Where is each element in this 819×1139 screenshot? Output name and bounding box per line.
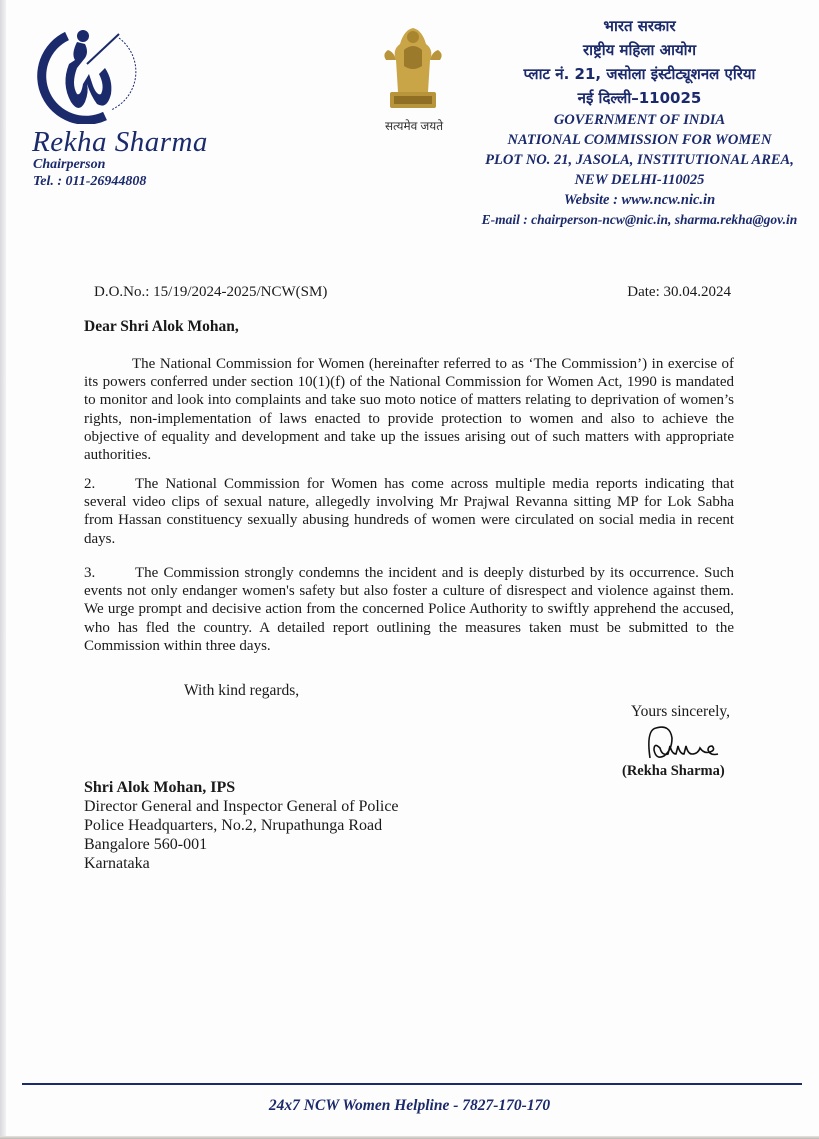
english-line-govt: GOVERNMENT OF INDIA	[553, 112, 726, 128]
paragraph-text: The National Commission for Women (hereinafter referred to as ‘The Commission’) in exercise of its powers conferred under section 10(1)(f) of the National Commission for Women Act, 1990 is mandated to monitor and look into complaints and take suo moto notice of matters relating to deprivation of women’s rights, non-implementation of laws enacted to provide protection to women and also to achieve the objective of equality and development and take up the issues arising out of such matters with appropriate authorities.	[84, 356, 734, 464]
chairperson-title: Chairperson	[33, 157, 106, 172]
english-line-plot: PLOT NO. 21, JASOLA, INSTITUTIONAL AREA,	[485, 152, 794, 168]
telephone: Tel. : 011-26944808	[33, 174, 147, 189]
signature-icon	[642, 720, 742, 764]
footer-divider	[22, 1083, 802, 1085]
english-line-city: NEW DELHI-110025	[574, 172, 705, 188]
website: Website : www.ncw.nic.in	[563, 192, 716, 208]
letterhead-address	[460, 14, 819, 230]
salutation: Dear Shri Alok Mohan,	[84, 318, 239, 335]
paragraph-1	[84, 355, 734, 464]
hindi-line-govt: भारत सरकार	[603, 17, 676, 35]
email: E-mail : chairperson-ncw@nic.in, sharma.rekha@gov.in	[481, 212, 798, 227]
hindi-line-city: नई दिल्ली–110025	[577, 89, 702, 107]
hindi-line-commission: राष्ट्रीय महिला आयोग	[582, 41, 697, 59]
recipient-street: Police Headquarters, No.2, Nrupathunga Road	[84, 817, 383, 834]
paragraph-number: 3.	[84, 565, 96, 581]
recipient-city: Bangalore 560-001	[84, 836, 208, 853]
letter-date: Date: 30.04.2024	[627, 284, 731, 300]
national-emblem-icon	[378, 20, 448, 115]
signer-name: (Rekha Sharma)	[622, 763, 725, 779]
paragraph-number: 2.	[84, 476, 96, 492]
valediction: Yours sincerely,	[631, 703, 731, 720]
helpline-footer: 24x7 NCW Women Helpline - 7827-170-170	[268, 1097, 551, 1114]
recipient-name: Shri Alok Mohan, IPS	[84, 779, 236, 796]
ncw-logo-icon	[27, 24, 137, 124]
chairperson-name: Rekha Sharma	[32, 126, 208, 158]
hindi-line-plot: प्लाट नं. 21, जसोला इंस्टीट्यूशनल एरिया	[523, 65, 756, 83]
paragraph-2	[84, 475, 734, 548]
page-edge-shadow	[0, 0, 6, 1139]
emblem-motto: सत्यमेव जयते	[384, 119, 444, 133]
recipient-designation: Director General and Inspector General of Police	[84, 798, 399, 815]
recipient-address	[84, 778, 399, 873]
reference-number: D.O.No.: 15/19/2024-2025/NCW(SM)	[94, 284, 328, 300]
paragraph-3	[84, 564, 734, 655]
paragraph-text: The Commission strongly condemns the incident and is deeply disturbed by its occurrence. Such events not only endanger women's safety but also foster a culture of disrespect and violence against them. We urge prompt and decisive action from the concerned Police Authority to swiftly apprehend the accused, who has fled the country. A detailed report outlining the measures taken must be submitted to the Commission within three days.	[84, 565, 734, 654]
paragraph-text: The National Commission for Women has come across multiple media reports indicating that several video clips of sexual nature, allegedly involving Mr Prajwal Revanna sitting MP for Lok Sabha from Hassan constituency sexually abusing hundreds of women were circulated on social media in recent days.	[84, 476, 734, 547]
english-line-commission: NATIONAL COMMISSION FOR WOMEN	[507, 132, 772, 148]
recipient-state: Karnataka	[84, 855, 150, 872]
closing: With kind regards,	[184, 682, 300, 699]
